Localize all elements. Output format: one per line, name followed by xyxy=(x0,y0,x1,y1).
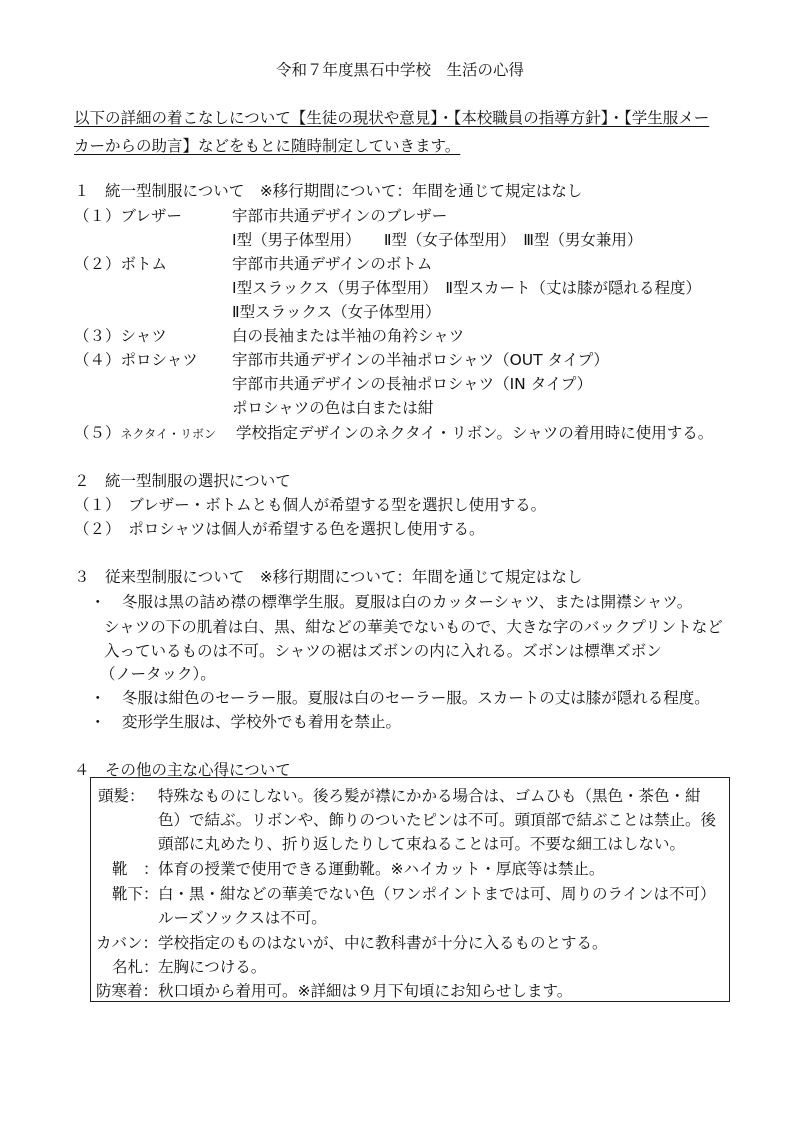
shoes-label: 靴 ： xyxy=(112,860,159,878)
section-3-heading: ３ 従来型制服について ※移行期間について：年間を通じて規定はなし xyxy=(74,568,583,586)
shirt-line-1: 白の長袖または半袖の角衿シャツ xyxy=(232,327,465,345)
polo-label: （４）ポロシャツ xyxy=(74,351,198,369)
socks-label: 靴下： xyxy=(112,885,159,903)
polo-line-1: 宇部市共通デザインの半袖ポロシャツ（OUT タイプ） xyxy=(232,351,609,369)
tie-line-1: 学校指定デザインのネクタイ・リボン。シャツの着用時に使用する。 xyxy=(236,424,714,442)
hair-line-1: 特殊なものにしない。後ろ髪が襟にかかる場合は、ゴムひも（黒色・茶色・紺 xyxy=(158,787,701,805)
nametag-line: 左胸につける。 xyxy=(158,958,267,976)
socks-line-2: ルーズソックスは不可。 xyxy=(158,909,327,927)
bullet-3-marker: ・ xyxy=(90,713,106,731)
bullet-2-marker: ・ xyxy=(90,689,106,707)
nametag-label: 名札： xyxy=(112,958,159,976)
hair-line-2: 色）で結ぶ。リボンや、飾りのついたピンは不可。頭頂部で結ぶことは禁止。後 xyxy=(158,811,717,829)
section-2-item-2: （２） ポロシャツは個人が希望する色を選択し使用する。 xyxy=(74,520,485,538)
section-2-item-1: （１） ブレザー・ボトムとも個人が希望する型を選択し使用する。 xyxy=(74,496,547,514)
coat-line: 秋口頃から着用可。※詳細は９月下旬頃にお知らせします。 xyxy=(158,982,573,1000)
polo-line-3: ポロシャツの色は白または紺 xyxy=(232,399,434,417)
bullet-1-line-3: （ノータック）。 xyxy=(100,665,216,683)
bullet-1-marker: ・ xyxy=(90,593,106,611)
bottom-line-1: 宇部市共通デザインのボトム xyxy=(232,255,433,273)
blazer-line-2: Ⅰ型（男子体型用） Ⅱ型（女子体型用） Ⅲ型（男女兼用） xyxy=(232,231,643,249)
bottom-line-3: Ⅱ型スラックス（女子体型用） xyxy=(232,303,441,321)
section-2-heading: ２ 統一型制服の選択について xyxy=(74,472,291,490)
page-title: 令和７年度黒石中学校 生活の心得 xyxy=(275,61,524,79)
bag-label: カバン： xyxy=(96,934,159,952)
bottom-label: （２）ボトム xyxy=(74,255,168,273)
bottom-line-2: Ⅰ型スラックス（男子体型用） Ⅱ型スカート（丈は膝が隠れる程度） xyxy=(232,279,701,297)
tie-label xyxy=(74,422,216,445)
shirt-label: （３）シャツ xyxy=(74,327,167,345)
blazer-label: （１）ブレザー xyxy=(74,207,182,225)
bullet-1-line-2: シャツの下の肌着は白、黒、紺などの華美でないもので、大きな字のバックプリントなど入っているものは不可。シャツの裾はズボンの内に入れる。ズボンは標準ズボン xyxy=(104,618,723,660)
shoes-line: 体育の授業で使用できる運動靴。※ハイカット・厚底等は禁止。 xyxy=(158,860,605,878)
bullet-3-text: 変形学生服は、学校外でも着用を禁止。 xyxy=(122,713,402,731)
section-1-heading: １ 統一型制服について ※移行期間について：年間を通じて規定はなし xyxy=(74,182,583,200)
hair-line-3: 頭部に丸めたり、折り返したりして束ねることは可。不要な細工はしない。 xyxy=(158,835,686,853)
bullet-2-text: 冬服は紺色のセーラー服。夏服は白のセーラー服。スカートの丈は膝が隠れる程度。 xyxy=(122,689,710,707)
intro-text: 以下の詳細の着こなしについて【生徒の現状や意見】・【本校職員の指導方針】・【学生服メーカーからの助言】などをもとに随時制定していきます。 xyxy=(74,109,710,155)
coat-label: 防寒着： xyxy=(96,982,159,1000)
bag-line: 学校指定のものはないが、中に教科書が十分に入るものとする。 xyxy=(158,934,608,952)
tie-label-text: ネクタイ・リボン xyxy=(120,427,217,441)
bullet-1-line-1: 冬服は黒の詰め襟の標準学生服。夏服は白のカッターシャツ、または開襟シャツ。 xyxy=(122,593,693,611)
intro-paragraph xyxy=(74,104,714,160)
hair-label: 頭髪： xyxy=(98,787,145,805)
polo-line-2: 宇部市共通デザインの長袖ポロシャツ（IN タイプ） xyxy=(232,375,593,393)
socks-line-1: 白・黒・紺などの華美でない色（ワンポイントまでは可、周りのラインは不可） xyxy=(158,885,716,903)
section-4-heading: ４ その他の主な心得について xyxy=(74,761,291,779)
tie-label-num: （５） xyxy=(74,424,121,442)
blazer-line-1: 宇部市共通デザインのブレザー xyxy=(232,207,448,225)
